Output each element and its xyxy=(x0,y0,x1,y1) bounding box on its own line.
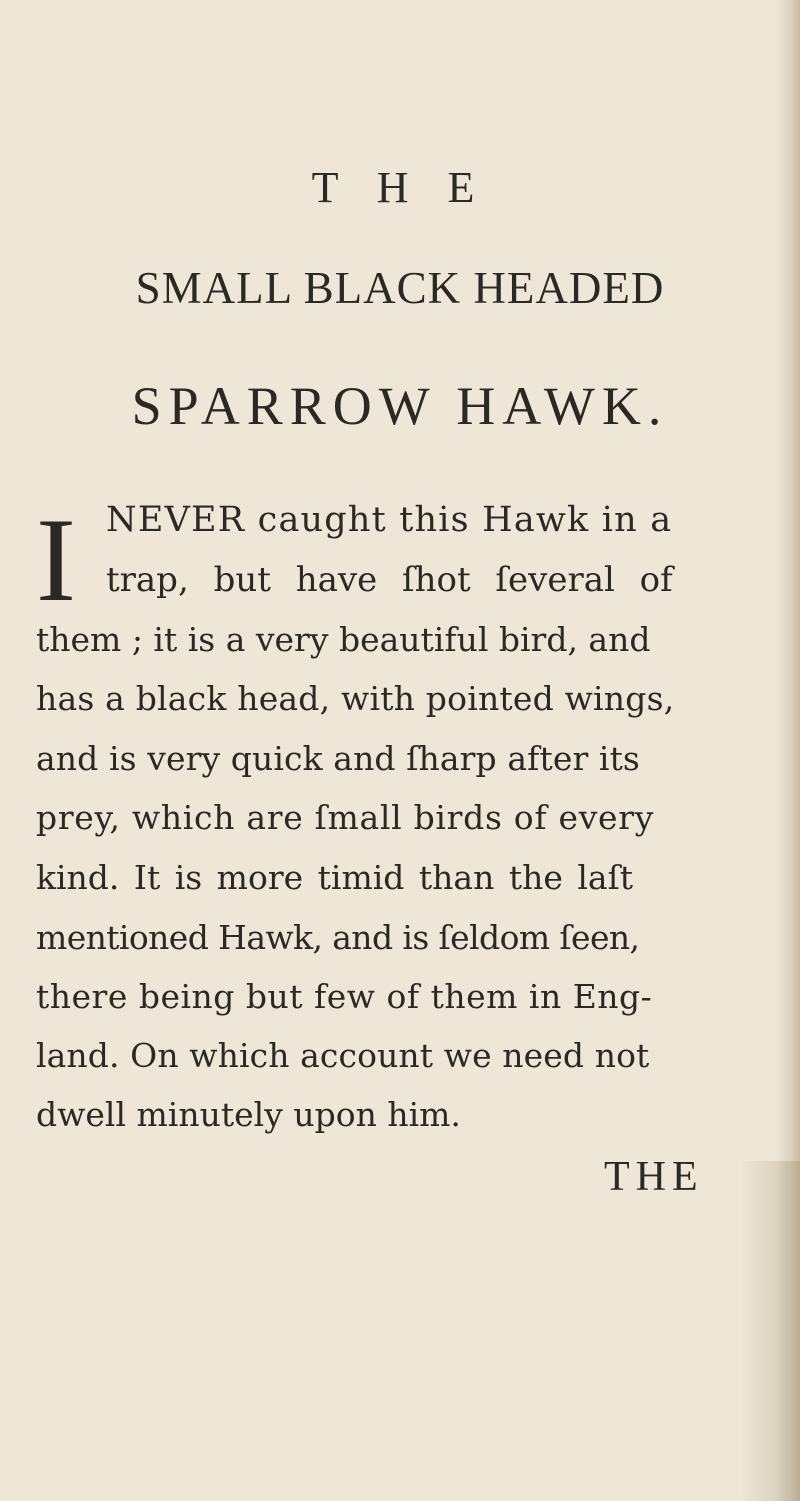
page-corner-shadow xyxy=(740,1161,800,1501)
heading-the: T H E xyxy=(311,163,489,212)
body-line-7: kind. It is more timid than the laſt xyxy=(36,858,634,897)
body-line-6: prey, which are ſmall birds of every xyxy=(36,798,655,837)
heading-title: SPARROW HAWK. xyxy=(131,376,669,436)
body-line-3: them ; it is a very beautiful bird, and xyxy=(36,620,651,659)
body-line-1: NEVER caught this Hawk in a xyxy=(106,500,673,540)
catchword: THE xyxy=(604,1154,704,1200)
body-line-2: trap, but have ſhot ſeveral of xyxy=(106,560,673,600)
body-line-11: dwell minutely upon him. xyxy=(36,1095,461,1134)
drop-cap: I xyxy=(36,493,76,626)
heading-subtitle: SMALL BLACK HEADED xyxy=(135,263,665,313)
body-line-4: has a black head, with pointed wings, xyxy=(36,679,675,718)
body-line-10: land. On which account we need not xyxy=(36,1036,650,1075)
body-line-8: mentioned Hawk, and is ſeldom ſeen, xyxy=(36,918,640,957)
body-line-5: and is very quick and ſharp after its xyxy=(36,739,640,778)
body-line-9: there being but few of them in Eng- xyxy=(36,977,653,1016)
